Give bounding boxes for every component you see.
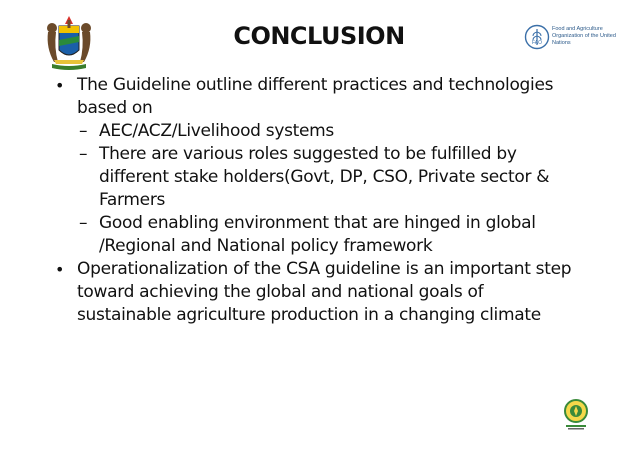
bullet-icon: • <box>55 76 65 95</box>
dash-icon: – <box>79 144 88 164</box>
sub-bullet-text: Good enabling environment that are hinged in global /Regional and National policy framework <box>99 213 536 256</box>
sub-bullet-item <box>0 212 580 258</box>
fao-logo-text: Food and Agriculture Organization of the United Nations <box>552 26 616 46</box>
page-title: CONCLUSION <box>233 22 405 50</box>
bullet-item <box>0 74 580 120</box>
svg-text:FAO: FAO <box>531 40 543 46</box>
slide-content <box>0 74 638 327</box>
bullet-text: The Guideline outline different practices and technologies based on <box>77 75 554 118</box>
ministry-emblem-logo <box>562 398 590 432</box>
bullet-item <box>0 258 580 327</box>
dash-icon: – <box>79 213 88 233</box>
sub-bullet-text: AEC/ACZ/Livelihood systems <box>99 121 334 141</box>
sub-bullet-text: There are various roles suggested to be fulfilled by different stake holders(Govt, DP, CSO, Private sector & Farmers <box>99 144 550 210</box>
ministry-emblem-icon <box>562 398 590 432</box>
bullet-text: Operationalization of the CSA guideline is an important step toward achieving the global and national goals of sustainable agriculture production in a changing climate <box>77 259 572 325</box>
sub-bullet-item <box>0 120 580 143</box>
bullet-icon: • <box>55 260 65 279</box>
sub-bullet-item <box>0 143 580 212</box>
dash-icon: – <box>79 121 88 141</box>
